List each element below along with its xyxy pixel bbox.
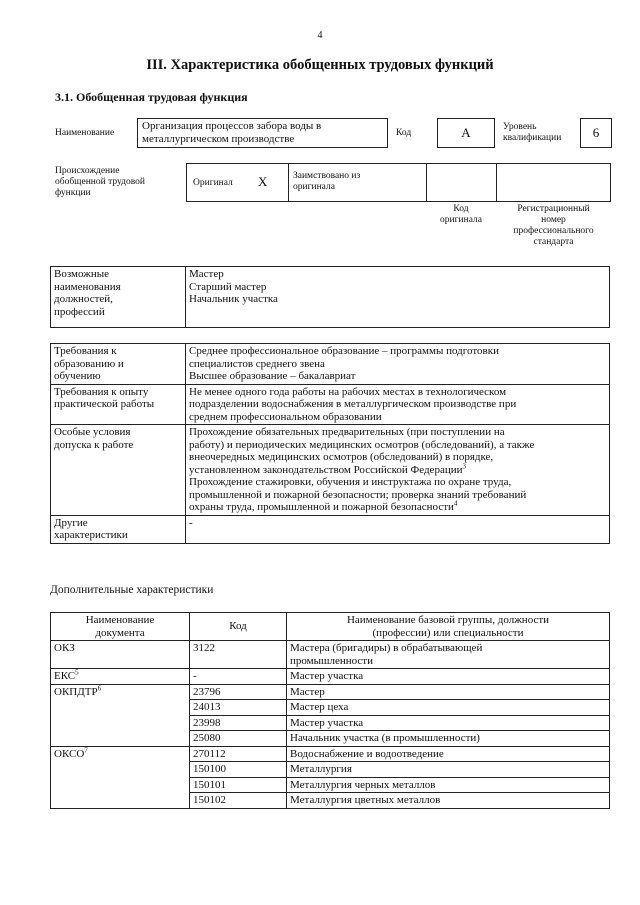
origin-label — [55, 166, 145, 199]
req-label-line: Особые условия — [54, 426, 131, 438]
level-value-box: 6 — [580, 118, 612, 148]
origin-box — [186, 163, 611, 202]
code-cell: 3122 — [190, 641, 287, 669]
position-item: Мастер — [189, 268, 224, 280]
doc-cell — [51, 669, 190, 685]
additional-header-row — [51, 613, 610, 641]
col-code-header: Код — [190, 613, 287, 641]
requirement-value — [186, 515, 610, 543]
req-label-line: характеристики — [54, 529, 128, 541]
footnote-ref: 5 — [75, 668, 79, 677]
req-label-line: образованию и — [54, 357, 124, 370]
requirements-table — [50, 343, 610, 544]
reg-caption-line4: стандарта — [533, 237, 574, 247]
code-cell: 150102 — [190, 793, 287, 809]
origin-label-line2: обобщенной трудовой — [55, 177, 145, 187]
name-cell: Мастер участка — [287, 669, 610, 685]
col-doc-header — [51, 613, 190, 641]
reg-caption-line3: профессионального — [513, 226, 594, 236]
borrowed-label-line1: Заимствовано из — [293, 171, 361, 181]
positions-label-cell — [51, 267, 186, 328]
code-cell: 25080 — [190, 731, 287, 747]
name-cell: Металлургия черных металлов — [287, 777, 610, 793]
col-name-header-line: Наименование базовой группы, должности — [346, 614, 550, 626]
requirement-value — [186, 344, 610, 385]
req-value-line: Прохождение стажировки, обучения и инструктажа по охране труда, — [189, 476, 512, 488]
original-label: Оригинал — [193, 178, 233, 188]
requirement-row-special — [51, 425, 610, 516]
section-title: III. Характеристика обобщенных трудовых функций — [146, 57, 494, 73]
footnote-ref: 4 — [453, 499, 458, 508]
req-value-line: - — [189, 516, 193, 529]
positions-row — [51, 267, 610, 328]
code-original-caption — [426, 204, 496, 226]
name-cell: Мастер — [287, 684, 610, 700]
page-number: 4 — [317, 30, 323, 41]
requirement-row-experience — [51, 384, 610, 425]
reg-number-caption — [496, 204, 611, 248]
code-caption-line2: оригинала — [440, 215, 482, 225]
doc-name: ЕКС — [54, 670, 76, 682]
positions-label-line: Возможные — [54, 268, 109, 280]
positions-label-line: наименования — [54, 280, 121, 293]
name-line: Мастера (бригадиры) в обрабатывающей — [290, 642, 483, 654]
level-label — [503, 122, 561, 144]
table-row — [51, 684, 610, 700]
origin-label-line1: Происхождение — [55, 166, 120, 176]
name-cell — [287, 641, 610, 669]
origin-label-line3: функции — [55, 188, 91, 198]
reg-caption-line1: Регистрационный — [517, 204, 590, 214]
col-name-header — [287, 613, 610, 641]
req-label-line: практической работы — [54, 398, 155, 410]
requirement-label — [51, 515, 186, 543]
col-name-header-line: (профессии) или специальности — [372, 626, 524, 639]
req-value-line: специалистов среднего звена — [189, 357, 325, 370]
req-value-line: Среднее профессиональное образование – программы подготовки — [189, 345, 499, 357]
position-item: Начальник участка — [189, 293, 278, 305]
req-label-line: Требования к опыту — [54, 385, 149, 398]
code-cell: 23796 — [190, 684, 287, 700]
name-cell: Металлургия — [287, 762, 610, 778]
col-doc-header-line: Наименование — [85, 614, 155, 626]
requirement-label — [51, 384, 186, 425]
req-value-line: Высшее образование – бакалавриат — [189, 370, 356, 382]
name-cell: Начальник участка (в промышленности) — [287, 731, 610, 747]
name-cell: Металлургия цветных металлов — [287, 793, 610, 809]
req-value-line — [189, 461, 606, 477]
req-value-line: Прохождение обязательных предварительных (при поступлении на — [189, 426, 505, 438]
code-cell: 270112 — [190, 746, 287, 762]
positions-label-line: профессий — [54, 305, 105, 318]
req-value-line: промышленной и пожарной безопасности; проверка знаний требований — [189, 488, 527, 501]
requirement-value — [186, 384, 610, 425]
table-row — [51, 746, 610, 762]
req-label-line: Требования к — [54, 345, 117, 357]
req-value-line: подразделении водоснабжения в металлургическом производстве при — [189, 398, 517, 410]
requirement-label — [51, 344, 186, 385]
doc-cell — [51, 746, 190, 808]
req-value-line: внеочередных медицинских осмотров (обследований) в порядке, — [189, 451, 494, 463]
code-cell: - — [190, 669, 287, 685]
requirement-row-other — [51, 515, 610, 543]
level-label-line1: Уровень — [503, 122, 537, 132]
footnote-ref: 6 — [97, 683, 102, 692]
code-cell: 23998 — [190, 715, 287, 731]
code-cell: 24013 — [190, 700, 287, 716]
req-value-line: работу) и периодических медицинских осмотров (обследований), а также — [189, 438, 535, 451]
doc-name: ОКСО — [54, 747, 85, 760]
subsection-title: 3.1. Обобщенная трудовая функция — [55, 90, 248, 104]
name-line: промышленности — [290, 654, 373, 667]
level-label-line2: квалификации — [503, 133, 562, 143]
code-value-box: А — [437, 118, 495, 148]
positions-table — [50, 266, 610, 328]
name-label: Наименование — [55, 128, 115, 138]
code-label: Код — [396, 128, 412, 138]
req-value-text: охраны труда, промышленной и пожарной безопасности — [189, 501, 454, 513]
doc-cell — [51, 641, 190, 669]
doc-name: ОКЗ — [54, 642, 75, 654]
req-label-line: Другие — [54, 516, 88, 529]
name-cell: Мастер цеха — [287, 700, 610, 716]
positions-value-cell — [186, 267, 610, 328]
req-value-line: среднем профессиональном образовании — [189, 410, 382, 423]
footnote-ref: 3 — [462, 461, 466, 470]
requirement-row-education — [51, 344, 610, 385]
footnote-ref: 7 — [84, 745, 88, 754]
code-cell: 150100 — [190, 762, 287, 778]
req-label-line: допуска к работе — [54, 438, 134, 451]
doc-cell — [51, 684, 190, 746]
original-mark: X — [258, 174, 268, 189]
req-label-line: обучению — [54, 370, 101, 382]
reg-caption-line2: номер — [541, 215, 566, 225]
requirement-value — [186, 425, 610, 516]
table-row — [51, 641, 610, 669]
req-value-line: Не менее одного года работы на рабочих местах в технологическом — [189, 385, 507, 398]
borrowed-label — [293, 171, 360, 193]
function-name-line1: Организация процессов забора воды в — [142, 120, 322, 132]
name-cell: Водоснабжение и водоотведение — [287, 746, 610, 762]
positions-label-line: должностей, — [54, 293, 113, 305]
borrowed-label-line2: оригинала — [293, 182, 335, 192]
function-name-line2: металлургическом производстве — [142, 132, 295, 145]
table-row — [51, 669, 610, 685]
requirement-label — [51, 425, 186, 516]
req-value-text: установленном законодательством Российской Федерации — [189, 463, 463, 476]
col-doc-header-line: документа — [95, 626, 145, 639]
code-cell: 150101 — [190, 777, 287, 793]
additional-title: Дополнительные характеристики — [50, 584, 214, 596]
name-cell: Мастер участка — [287, 715, 610, 731]
doc-name: ОКПДТР — [54, 685, 98, 698]
position-item: Старший мастер — [189, 280, 267, 293]
code-caption-line1: Код — [453, 204, 469, 214]
function-name-box — [137, 118, 388, 148]
additional-table — [50, 612, 610, 809]
req-value-line — [189, 501, 606, 514]
